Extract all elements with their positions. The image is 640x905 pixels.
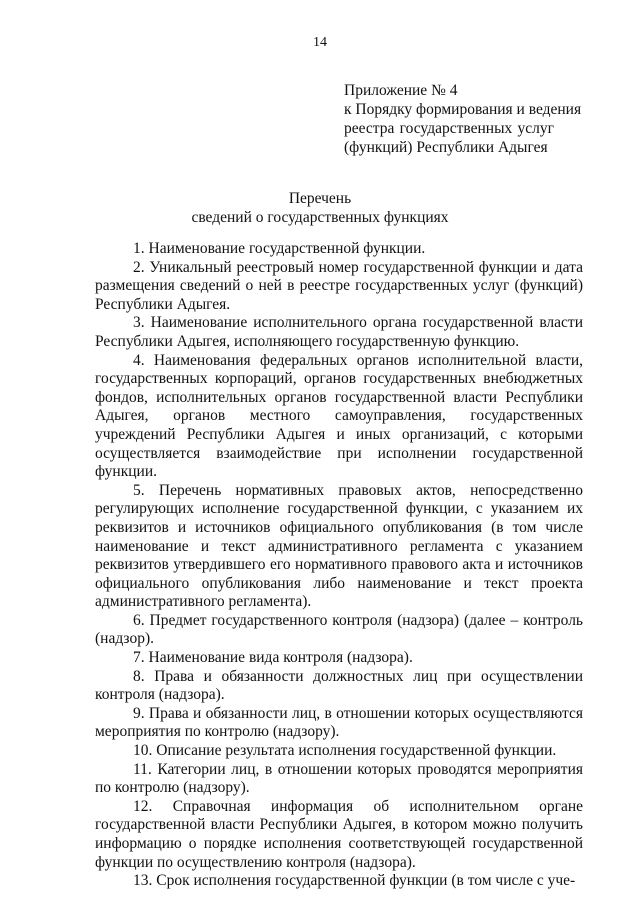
appendix-line-4: (функций) Республики Адыгея: [344, 139, 548, 156]
list-item: 6. Предмет государственного контроля (надзора) (далее – контроль (надзор).: [95, 611, 583, 648]
list-item: 12. Справочная информация об исполнительном органе государственной власти Республики Адыгея, в котором можно получить информацию о порядке исполнения соответствующей государственной функции по осуществлению контроля (надзора).: [95, 797, 583, 871]
document-body: [95, 240, 583, 891]
appendix-word: услуг: [517, 120, 554, 137]
appendix-line-3: [344, 119, 554, 138]
appendix-word: реестра: [344, 120, 395, 137]
list-item: 1. Наименование государственной функции.: [133, 240, 426, 257]
list-item: 3. Наименование исполнительного органа государственной власти Республики Адыгея, исполняющего государственную функцию.: [95, 314, 583, 350]
page-number: 14: [313, 35, 327, 50]
document-title: Перечень: [288, 190, 352, 207]
list-item: 5. Перечень нормативных правовых актов, непосредственно регулирующих исполнение государственной функции, с указанием их реквизитов и источников официального опубликования (в том числе наименование и текст административного регламента с указанием реквизитов утвердившего его нормативного правового акта и источников официального опубликования либо наименование и текст проекта административного регламента).: [95, 481, 583, 611]
list-item: 8. Права и обязанности должностных лиц при осуществлении контроля (надзора).: [95, 667, 583, 704]
appendix-title: Приложение № 4: [344, 82, 458, 99]
list-item: 10. Описание результата исполнения государственной функции.: [133, 742, 557, 760]
list-item: 9. Права и обязанности лиц, в отношении которых осуществляются мероприятия по контролю (надзору).: [95, 704, 583, 741]
list-item: 4. Наименования федеральных органов исполнительной власти, государственных корпораций, органов государственных внебюджетных фондов, исполнительных органов государственной власти Республики Адыгея, органов местного самоуправления, государственных учреждений Республики Адыгея и иных организаций, с которыми осуществляется взаимодействие при исполнении государственной функции.: [95, 351, 583, 481]
appendix-word: государственных: [399, 120, 513, 137]
list-item: 13. Срок исполнения государственной функции (в том числе с уче-: [133, 872, 576, 890]
appendix-header: [344, 81, 582, 157]
document-subtitle: сведений о государственных функциях: [191, 209, 449, 226]
list-item: 2. Уникальный реестровый номер государственной функции и дата размещения сведений о ней в реестре государственных услуг (функций) Республики Адыгея.: [95, 258, 583, 313]
appendix-line-2: к Порядку формирования и ведения: [344, 101, 582, 118]
list-item: 7. Наименование вида контроля (надзора).: [133, 649, 413, 667]
list-item: 11. Категории лиц, в отношении которых проводятся мероприятия по контролю (надзору).: [95, 760, 583, 797]
